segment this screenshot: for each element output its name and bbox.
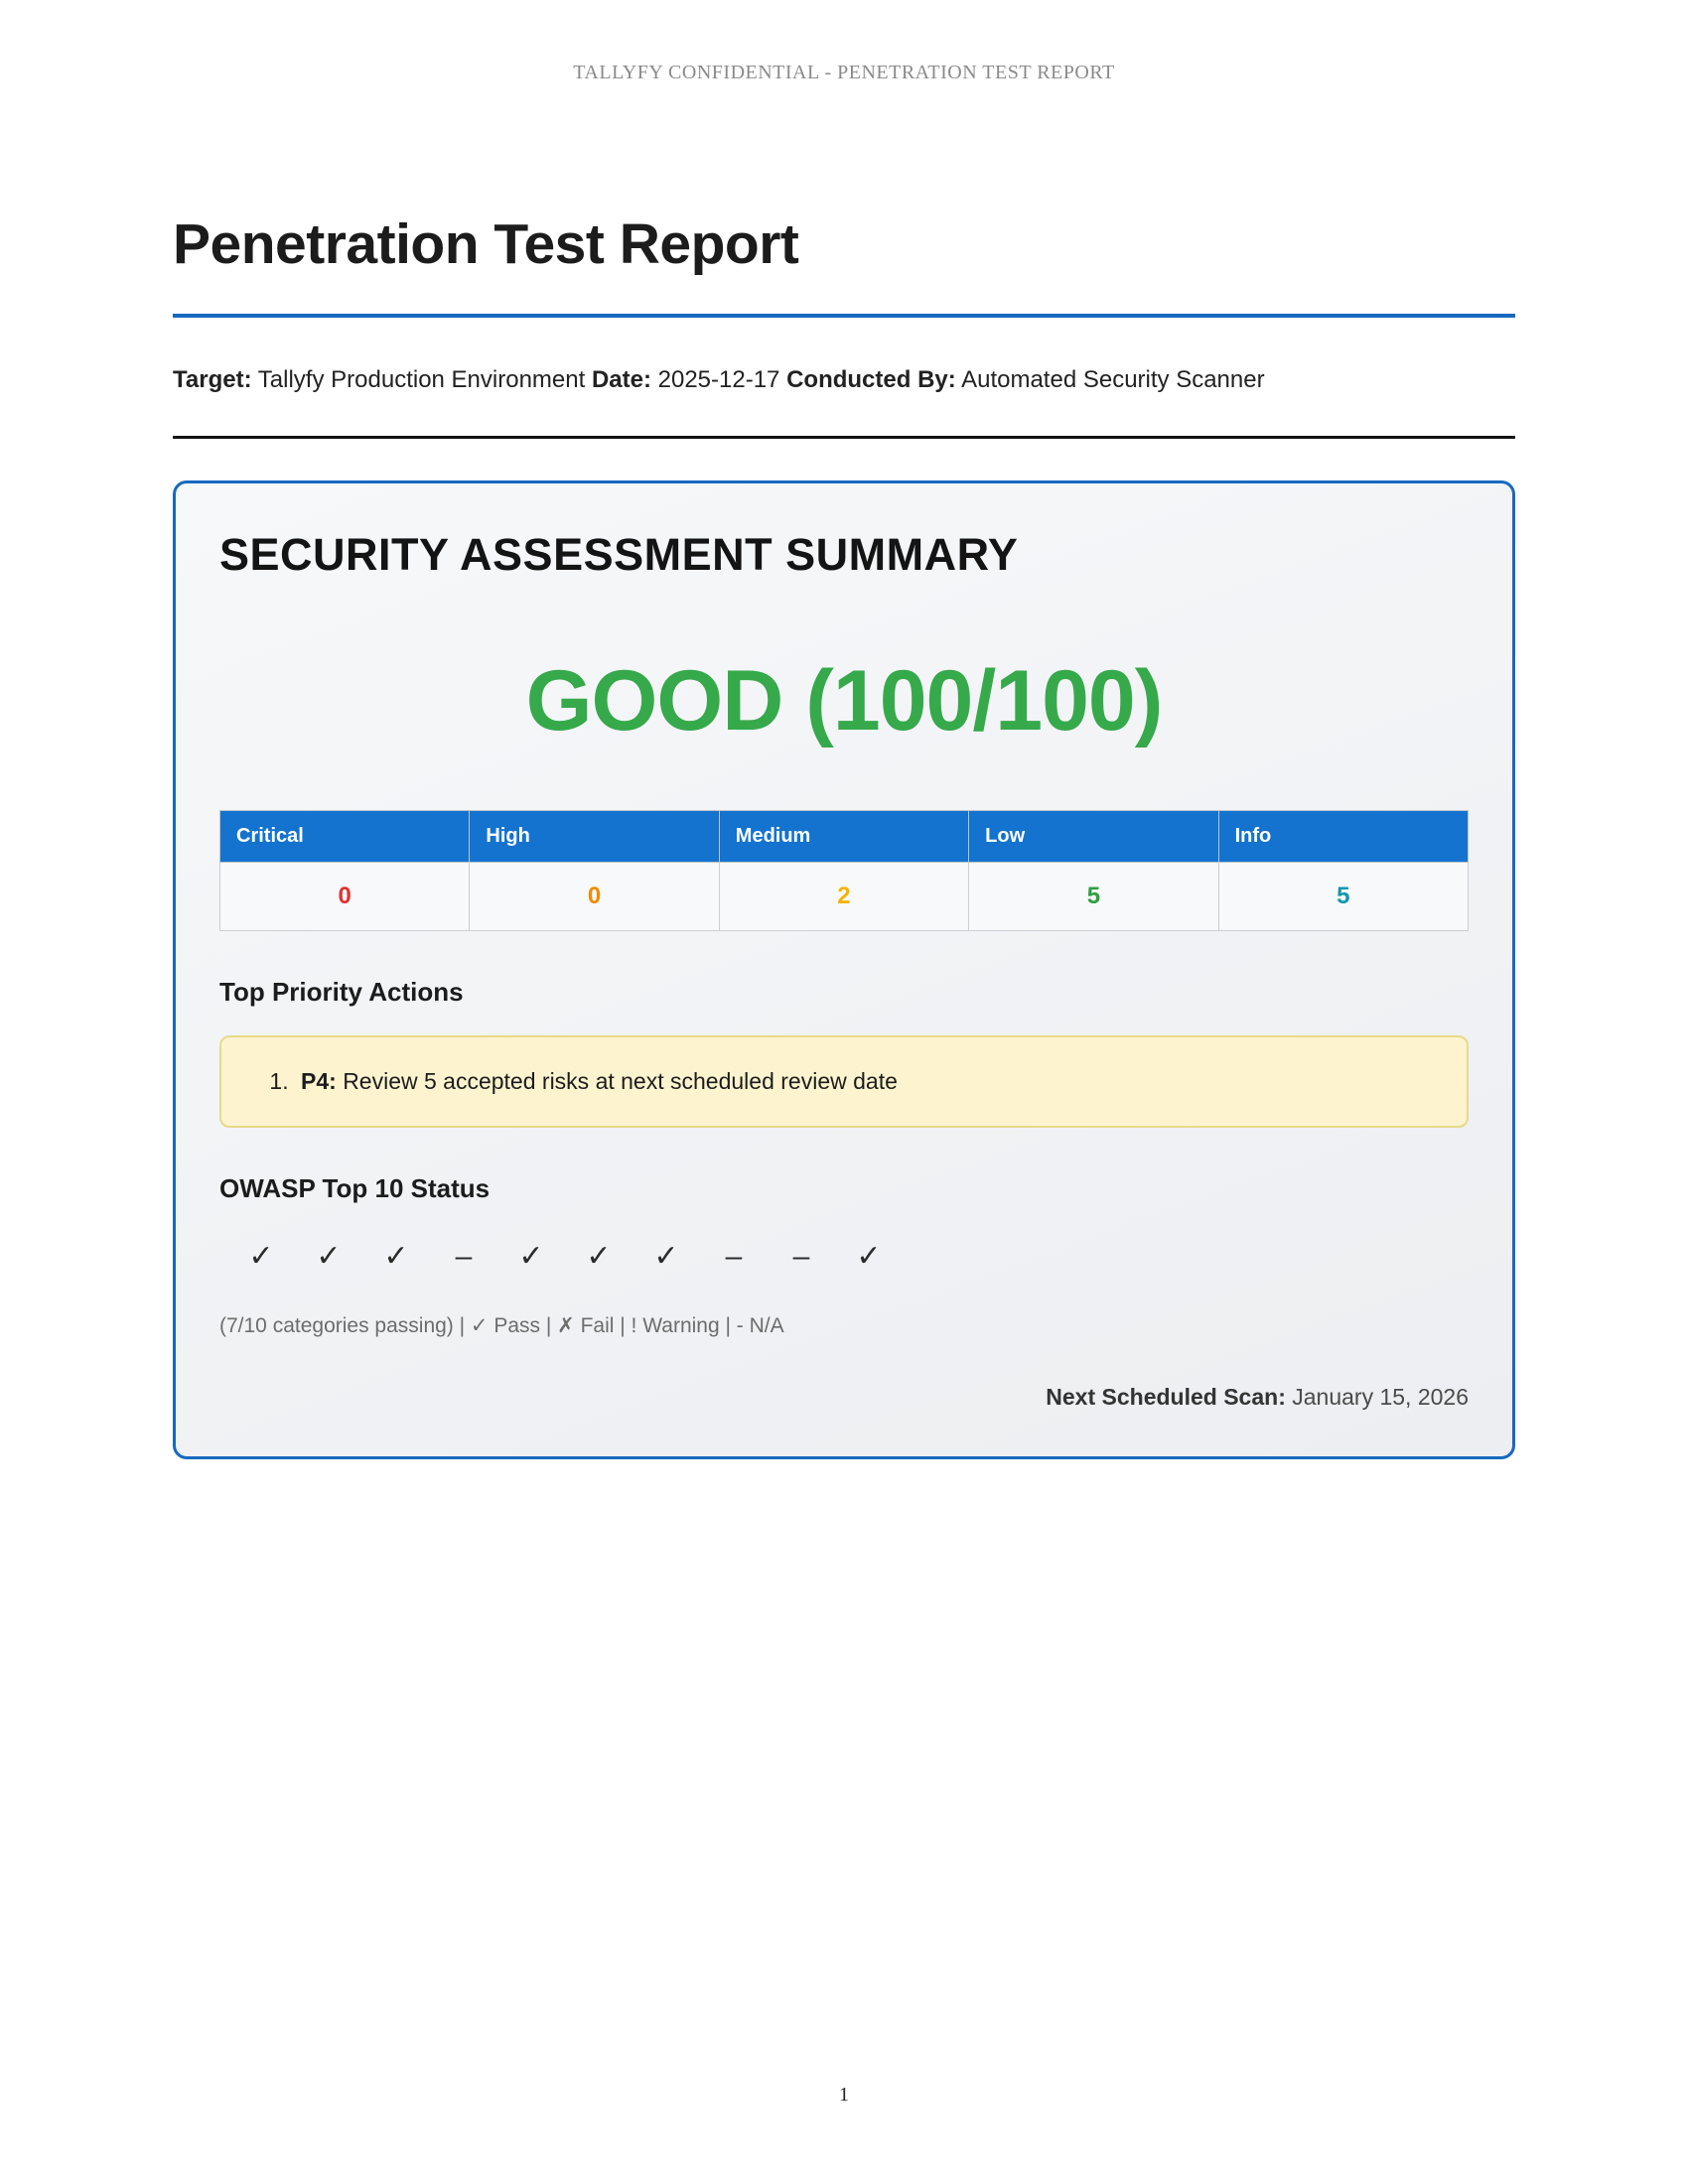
next-scheduled-scan — [219, 1384, 1469, 1411]
page-number: 1 — [839, 2084, 849, 2106]
title-divider — [173, 314, 1515, 318]
actions-list — [255, 1063, 1433, 1100]
meta-divider — [173, 436, 1515, 439]
owasp-mark-5-icon: ✓ — [518, 1240, 544, 1274]
count-low: 5 — [969, 863, 1218, 931]
summary-heading: SECURITY ASSESSMENT SUMMARY — [219, 529, 1019, 581]
target-label: Target: — [173, 365, 252, 393]
table-header-row — [220, 811, 1469, 863]
count-info: 5 — [1218, 863, 1468, 931]
running-header: TALLYFY CONFIDENTIAL - PENETRATION TEST REPORT — [573, 62, 1115, 83]
column-low: Low — [969, 811, 1218, 863]
count-critical: 0 — [220, 863, 470, 931]
column-medium: Medium — [719, 811, 968, 863]
owasp-mark-9-icon: – — [792, 1240, 810, 1274]
owasp-mark-4-icon: – — [455, 1240, 473, 1274]
owasp-mark-1-icon: ✓ — [248, 1240, 274, 1274]
target-value: Tallyfy Production Environment — [257, 365, 586, 393]
column-info: Info — [1218, 811, 1468, 863]
action-text: Review 5 accepted risks at next scheduled review date — [343, 1068, 898, 1095]
column-high: High — [470, 811, 719, 863]
security-assessment-summary-card — [173, 480, 1515, 1459]
owasp-mark-10-icon: ✓ — [856, 1240, 882, 1274]
severity-table — [219, 810, 1469, 931]
count-medium: 2 — [719, 863, 968, 931]
action-priority: P4: — [301, 1068, 337, 1095]
list-item — [295, 1063, 1433, 1100]
table-row — [220, 863, 1469, 931]
column-critical: Critical — [220, 811, 470, 863]
owasp-mark-2-icon: ✓ — [316, 1240, 342, 1274]
owasp-legend: (7/10 categories passing) | ✓ Pass | ✗ Fail | ! Warning | - N/A — [219, 1314, 784, 1338]
conducted-by-label: Conducted By: — [786, 365, 956, 393]
top-priority-actions-heading: Top Priority Actions — [219, 977, 464, 1008]
owasp-mark-6-icon: ✓ — [586, 1240, 612, 1274]
security-score: GOOD (100/100) — [525, 653, 1163, 750]
date-label: Date: — [591, 365, 651, 393]
owasp-mark-7-icon: ✓ — [653, 1240, 679, 1274]
owasp-status-row — [219, 1242, 1469, 1272]
document-meta — [173, 363, 1515, 397]
date-value: 2025-12-17 — [657, 365, 780, 393]
top-priority-actions-box — [219, 1035, 1469, 1128]
owasp-status-heading: OWASP Top 10 Status — [219, 1173, 491, 1204]
document-content — [173, 84, 1515, 1459]
page-title: Penetration Test Report — [173, 212, 799, 276]
owasp-mark-3-icon: ✓ — [383, 1240, 409, 1274]
count-high: 0 — [470, 863, 719, 931]
next-scan-value: January 15, 2026 — [1292, 1384, 1469, 1411]
conducted-by-value: Automated Security Scanner — [961, 365, 1265, 393]
owasp-mark-8-icon: – — [725, 1240, 743, 1274]
next-scan-label: Next Scheduled Scan: — [1046, 1384, 1286, 1411]
